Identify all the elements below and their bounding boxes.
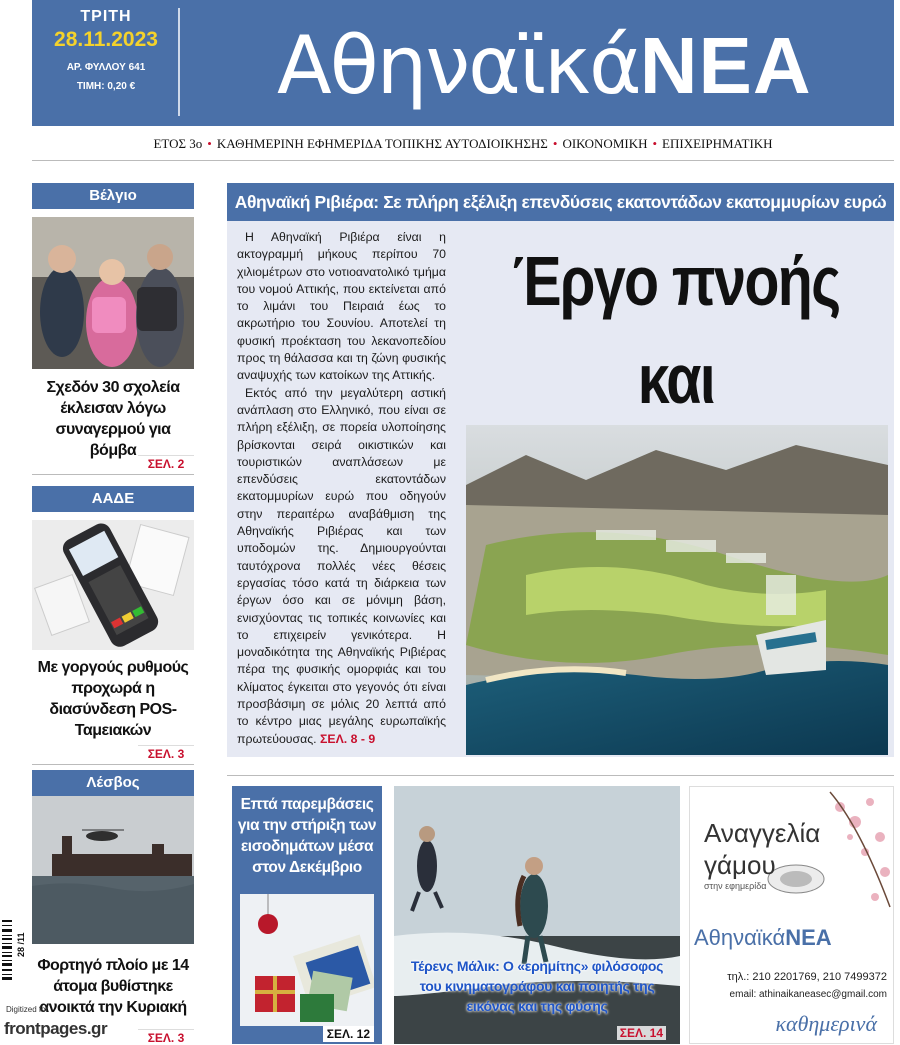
- ad-logo-bold: ΝΕΑ: [785, 925, 832, 950]
- bottom-row-rule: [227, 775, 894, 776]
- sea-helicopter-photo[interactable]: [32, 796, 194, 944]
- ad-logo: [694, 925, 832, 951]
- sidebar-title-1[interactable]: Σχεδόν 30 σχολεία έκλεισαν λόγω συναγερμού για βόμβα: [46, 379, 180, 459]
- riviera-aerial-rendering[interactable]: [466, 425, 888, 755]
- sidebar-divider: [32, 764, 194, 765]
- main-page-ref[interactable]: ΣΕΛ. 8 - 9: [320, 731, 376, 746]
- issue-price: ΤΙΜΗ: 0,20 €: [76, 81, 136, 92]
- ad-line-2: γάμου: [704, 850, 776, 880]
- ad-logo-light: Αθηναϊκά: [694, 925, 786, 950]
- sidebar-category-lesvos[interactable]: Λέσβος: [32, 770, 194, 796]
- masthead-divider: [178, 8, 180, 116]
- income-support-page[interactable]: ΣΕΛ. 12: [323, 1026, 374, 1042]
- main-paragraph-1: Η Αθηναϊκή Ριβιέρα είναι η ακτογραμμή μήκους περίπου 70 χιλιομέτρων στο νοτιοανατολικό τμήμα του νομού Αττικής, που εκτείνεται από το λιμάνι του Πειραιά έως το ακρωτήριο του Σουνίου. Αποτελεί τη φυσική προέκταση του λεκανοπεδίου προς τη θάλασσα και τη ζώνη φυσικής αναψυχής των κατοίκων της Αττικής.: [237, 230, 446, 383]
- logo-light-part: Αθηναϊκά: [277, 19, 640, 112]
- sidebar-page-1[interactable]: ΣΕΛ. 2: [138, 455, 194, 471]
- income-support-title: Επτά παρεμβάσεις για την στήριξη των εισοδημάτων μέσα στον Δεκέμβριο: [237, 796, 377, 876]
- pos-terminal-photo[interactable]: [32, 520, 194, 650]
- header-rule: [32, 160, 894, 161]
- malick-title: Τέρενς Μάλικ: Ο «ερημίτης» φιλόσοφος του κινηματογράφου και ποιητής της εικόνας και της φύσης: [410, 958, 664, 1014]
- main-paragraph-2-text: Εκτός από την μεγαλύτερη αστική ανάπλαση στο Ελληνικό, που είναι σε πλήρη εξέλιξη, σε πορεία υλοποίησης βρίσκονται σειρά οικιστικών και τουριστικών αναπλάσεων με επενδύσεις εκατοντάδων εκατομμυρίων ευρώ που οδηγούν στην περαιτέρω αναβάθμιση της Αθηναϊκής Ριβιέρας και των υποδομών της. Δημιουργούνται ταυτόχρονα πολλές νέες θέσεις εργασίας τόσο κατά τη διάρκεια των έργων όσο και σε μόνιμη βάση, ενισχύοντας τις τοπικές κοινωνίες και το επιχειρείν γενικότερα. Η μοναδικότητα της Αθηναϊκής Ριβιέρας πέρα της φυσικής ομορφιάς και του κλίματος έγκειται στο γεγονός ότι είναι προσβάσιμη σε μόλις 20 λεπτά από το κέντρο μιας μεγάλης ευρωπαϊκής πρωτεύουσας.: [237, 385, 446, 746]
- ad-heading: [704, 817, 820, 881]
- wedding-announcement-ad[interactable]: [689, 786, 894, 1044]
- sidebar-page-2[interactable]: ΣΕΛ. 3: [138, 745, 194, 761]
- tagline: [32, 136, 894, 152]
- ad-phone[interactable]: τηλ.: 210 2201769, 210 7499372: [727, 971, 887, 983]
- bullet-icon: •: [652, 136, 658, 151]
- sidebar-title-3[interactable]: Φορτηγό πλοίο με 14 άτομα βυθίστηκε ανοικτά την Κυριακή: [37, 957, 189, 1016]
- masthead: [32, 0, 894, 126]
- main-kicker[interactable]: Αθηναϊκή Ριβιέρα: Σε πλήρη εξέλιξη επενδύσεις εκατοντάδων εκατομμυρίων ευρώ: [227, 183, 894, 221]
- barcode-date: 28 /11: [16, 932, 26, 958]
- tagline-business: ΕΠΙΧΕΙΡΗΜΑΤΙΚΗ: [662, 136, 773, 151]
- bullet-icon: •: [552, 136, 558, 151]
- issue-day: ΤΡΙΤΗ: [80, 8, 132, 25]
- malick-page[interactable]: ΣΕΛ. 14: [617, 1026, 666, 1040]
- newspaper-logo: [277, 16, 812, 116]
- date-box: [40, 6, 172, 114]
- logo-bold-part: ΝΕΑ: [639, 21, 812, 110]
- ad-small-text: στην εφημερίδα: [704, 881, 767, 891]
- tagline-economic: ΟΙΚΟΝΟΜΙΚΗ: [562, 136, 648, 151]
- sidebar-category-belgium[interactable]: Βέλγιο: [32, 183, 194, 209]
- digitized-label: Digitized for: [6, 1005, 49, 1014]
- sidebar-page-3[interactable]: ΣΕΛ. 3: [138, 1029, 194, 1045]
- ad-daily: καθημερινά: [775, 1011, 877, 1036]
- christmas-money-photo: [240, 894, 374, 1026]
- bullet-icon: •: [207, 136, 212, 151]
- schoolchildren-photo[interactable]: [32, 217, 194, 369]
- ad-line-1: Αναγγελία: [704, 818, 821, 848]
- headline-line-1: Έργο πνοής: [512, 242, 840, 320]
- tagline-type: ΚΑΘΗΜΕΡΙΝΗ ΕΦΗΜΕΡΙΔΑ ΤΟΠΙΚΗΣ ΑΥΤΟΔΙΟΙΚΗΣΗΣ: [216, 136, 548, 151]
- sidebar-divider: [32, 474, 194, 475]
- sidebar-category-aade[interactable]: ΑΑΔΕ: [32, 486, 194, 512]
- main-body-text: [237, 229, 446, 748]
- issue-date: 28.11.2023: [54, 28, 158, 51]
- ad-email[interactable]: email: athinaikaneasec@gmail.com: [729, 989, 887, 1000]
- headline-line-2: και: [637, 340, 715, 418]
- terrence-malick-story[interactable]: [394, 786, 680, 1044]
- issue-number: ΑΡ. ΦΥΛΛΟΥ 641: [66, 62, 146, 73]
- sidebar-title-2[interactable]: Με γοργούς ρυθμούς προχωρά η διασύνδεση POS-Ταμειακών: [37, 659, 189, 739]
- income-support-story[interactable]: [232, 786, 382, 1044]
- frontpages-watermark[interactable]: frontpages.gr: [4, 1019, 108, 1038]
- tagline-year: ΕΤΟΣ 3ο: [153, 136, 203, 151]
- main-paragraph-2: [237, 385, 446, 748]
